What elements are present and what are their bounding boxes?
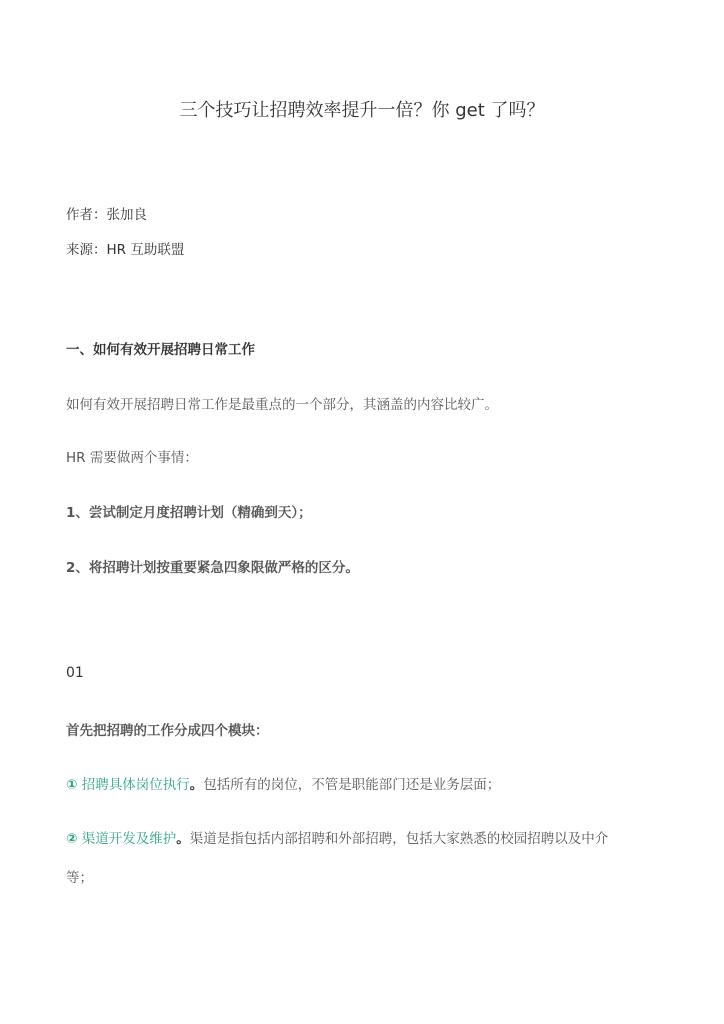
hr-needs-paragraph: HR 需要做两个事情： <box>66 450 198 466</box>
module-item-1-period: 。 <box>189 777 204 793</box>
module-item-1-highlight: 招聘具体岗位执行 <box>81 777 190 793</box>
circled-number-1: ① <box>66 777 78 793</box>
section-heading: 一、如何有效开展招聘日常工作 <box>66 342 255 358</box>
point-2: 2、将招聘计划按重要紧急四象限做严格的区分。 <box>66 560 359 576</box>
article-title: 三个技巧让招聘效率提升一倍？你 get 了吗？ <box>179 100 545 121</box>
author-line: 作者：张加良 <box>66 207 147 223</box>
module-item-1 <box>66 773 500 793</box>
module-item-2-continuation: 等； <box>66 870 93 886</box>
subsection-heading: 首先把招聘的工作分成四个模块： <box>66 723 269 739</box>
intro-paragraph: 如何有效开展招聘日常工作是最重点的一个部分，其涵盖的内容比较广。 <box>66 397 498 413</box>
source-line: 来源：HR 互助联盟 <box>66 242 185 258</box>
subsection-number: 01 <box>66 665 84 681</box>
circled-number-2: ② <box>66 831 78 847</box>
module-item-2 <box>66 827 608 847</box>
module-item-2-highlight: 渠道开发及维护 <box>81 831 177 847</box>
module-item-1-text: 包括所有的岗位，不管是职能部门还是业务层面； <box>203 777 501 793</box>
module-item-2-text: 渠道是指包括内部招聘和外部招聘，包括大家熟悉的校园招聘以及中介 <box>189 831 609 847</box>
point-1: 1、尝试制定月度招聘计划（精确到天）； <box>66 505 312 521</box>
module-item-2-period: 。 <box>176 831 190 847</box>
